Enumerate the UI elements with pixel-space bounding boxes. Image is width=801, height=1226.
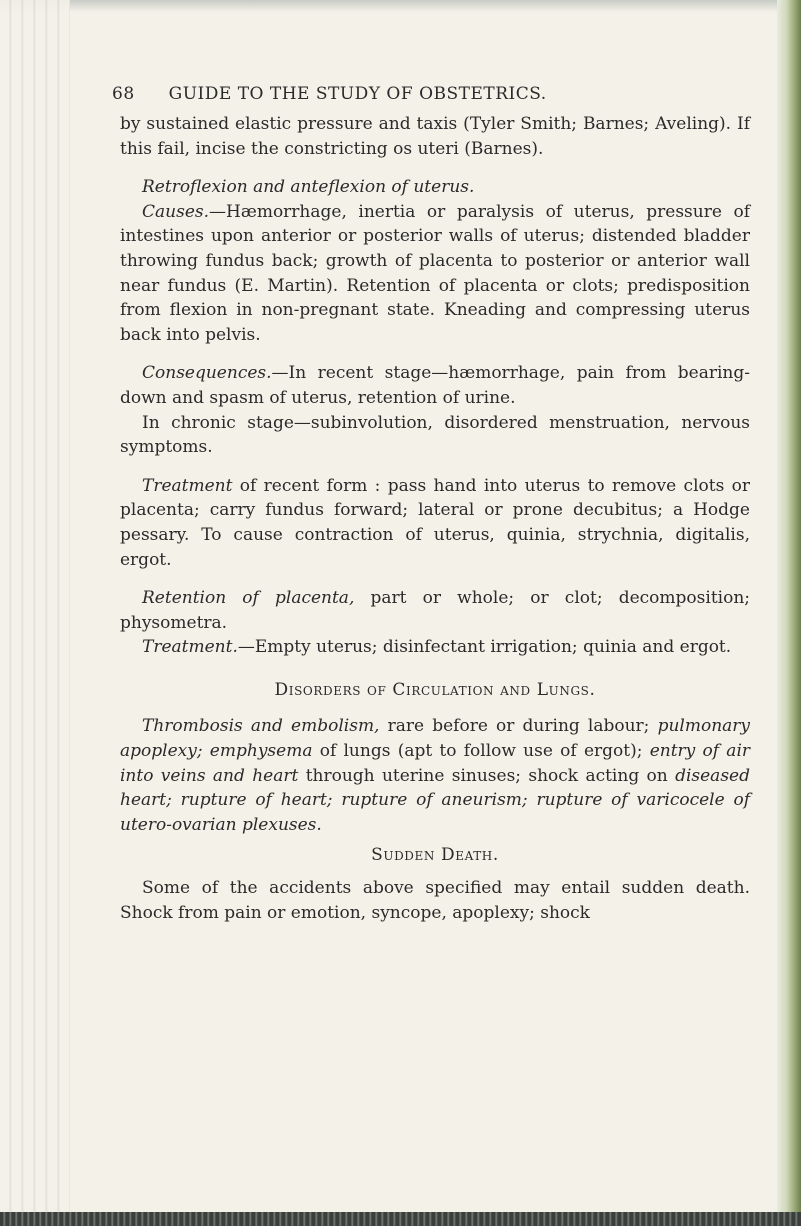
consequences-text: —In recent stage—hæmorrhage, pain from bearing-down and spasm of uterus, retention of urine. [120, 363, 750, 408]
diseased-label: diseased heart; rupture of heart; rupture of aneurism; rupture of varicocele of utero-ovarian plexuses. [120, 765, 750, 835]
page-top-edge [0, 0, 801, 12]
sudden-death-paragraph: Some of the accidents above specified may entail sudden death. Shock from pain or emotion, syncope, apoplexy; shock [120, 878, 750, 923]
page-bottom-edge [0, 1212, 801, 1226]
treatment-paragraph [120, 474, 750, 572]
retention-label: Retention of placenta, [142, 588, 355, 609]
treatment-text: of recent form : pass hand into uterus to remove clots or placenta; carry fundus forward; lateral or prone decubitus; a Hodge pessary. To cause contraction of uterus, quinia, strychnia, digitalis, ergot. [120, 475, 750, 570]
treatment2-text: —Empty uterus; disinfectant irrigation; quinia and ergot. [237, 637, 732, 658]
thrombosis-label: Thrombosis and embolism, [142, 716, 380, 737]
thrombosis-paragraph [120, 714, 750, 837]
chronic-paragraph: In chronic stage—subinvolution, disordered menstruation, nervous symptoms. [120, 412, 750, 458]
subsection-heading [120, 175, 750, 200]
treatment2-label: Treatment. [142, 637, 238, 658]
retention-paragraph [120, 586, 750, 635]
consequences-paragraph [120, 361, 750, 410]
retention-text: part or whole; or clot; decomposition; physometra. [120, 588, 750, 633]
section-heading-circulation: Disorders of Circulation and Lungs. [274, 679, 596, 700]
consequences-label: Consequences. [142, 363, 272, 384]
entry-label: entry of air into veins and heart [120, 741, 751, 786]
section-heading-sudden-death: Sudden Death. [371, 845, 499, 866]
causes-paragraph [120, 200, 750, 348]
page-right-edge [777, 0, 801, 1226]
retroflexion-heading: Retroflexion and anteflexion of uterus. [142, 177, 475, 198]
thrombosis-text-1: rare before or during labour; [379, 716, 658, 737]
pulmonary-label: pulmonary apoplexy; emphysema [120, 716, 751, 762]
page-binding-edge [0, 0, 70, 1226]
thrombosis-text-3: through uterine sinuses; shock acting on [298, 765, 676, 786]
page-number: 68 [112, 84, 135, 104]
treatment2-paragraph [120, 635, 750, 660]
running-header [112, 82, 750, 112]
paragraph-continuation: by sustained elastic pressure and taxis (Tyler Smith; Barnes; Aveling). If this fail, incise the constricting os uteri (Barnes). [120, 114, 750, 159]
book-page [112, 82, 751, 925]
causes-label: Causes. [142, 201, 210, 222]
treatment-label: Treatment [142, 475, 233, 496]
causes-text: —Hæmorrhage, inertia or paralysis of uterus, pressure of intestines upon anterior or posterior walls of uterus; distended bladder throwing fundus back; growth of placenta to posterior or anterior wall near fundus (E. Martin). Retention of placenta or clots; predisposition from flexion in non-pregnant state. Kneading and compressing uterus back into pelvis. [120, 201, 750, 345]
running-title: GUIDE TO THE STUDY OF OBSTETRICS. [168, 84, 547, 104]
thrombosis-text-2: of lungs (apt to follow use of ergot); [312, 741, 650, 762]
